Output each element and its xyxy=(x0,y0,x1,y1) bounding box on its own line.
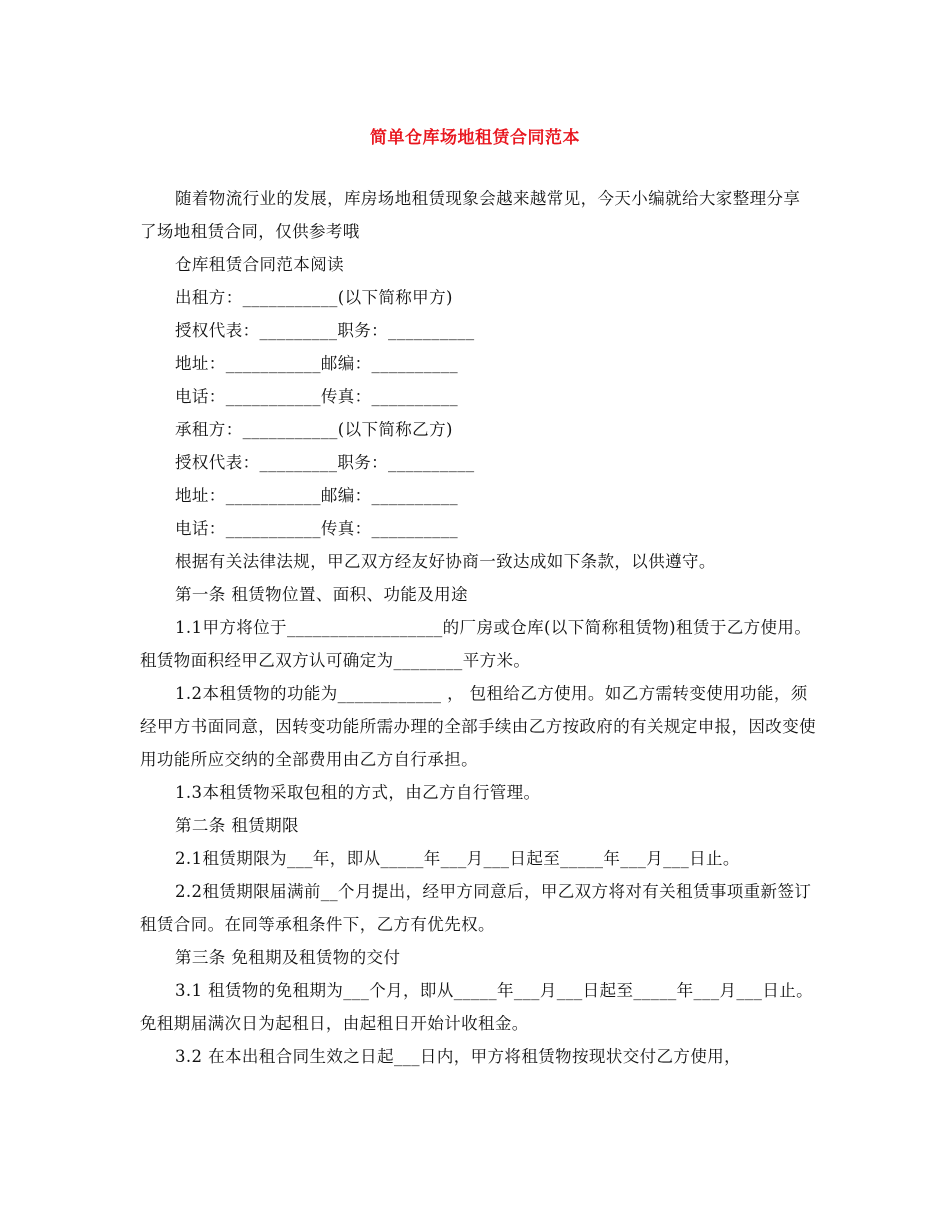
clause-paragraph: 2.1租赁期限为___年，即从_____年___月___日起至_____年___月___日止。 xyxy=(175,849,740,868)
intro-paragraph: 随着物流行业的发展，库房场地租赁现象会越来越常见，今天小编就给大家整理分享了场地租赁合同，仅供参考哦 xyxy=(140,189,801,241)
lessee-address-line: 地址：___________邮编：__________ xyxy=(175,486,459,505)
lessee-representative-line: 授权代表：_________职务：__________ xyxy=(175,453,475,472)
lessor-phone-line: 电话：___________传真：__________ xyxy=(175,387,459,406)
lessor-address-line: 地址：___________邮编：__________ xyxy=(175,354,459,373)
lessee-phone-line: 电话：___________传真：__________ xyxy=(175,519,459,538)
clause-paragraph: 3.2 在本出租合同生效之日起___日内，甲方将租赁物按现状交付乙方使用， xyxy=(175,1047,742,1066)
lessee-line: 承租方：___________(以下简称乙方) xyxy=(175,420,453,439)
lessor-representative-line: 授权代表：_________职务：__________ xyxy=(175,321,475,340)
document-title: 简单仓库场地租赁合同范本 xyxy=(370,128,580,148)
preamble-paragraph: 根据有关法律法规，甲乙双方经友好协商一致达成如下条款，以供遵守。 xyxy=(175,552,716,571)
section-heading: 仓库租赁合同范本阅读 xyxy=(175,255,344,274)
clause-paragraph: 1.3本租赁物采取包租的方式，由乙方自行管理。 xyxy=(175,783,541,802)
lessor-line: 出租方：___________(以下简称甲方) xyxy=(175,288,453,307)
document-body xyxy=(140,182,816,1073)
article-heading: 第一条 租赁物位置、面积、功能及用途 xyxy=(175,585,468,604)
article-heading: 第三条 免租期及租赁物的交付 xyxy=(175,948,401,967)
clause-paragraph: 2.2租赁期限届满前__个月提出，经甲方同意后，甲乙双方将对有关租赁事项重新签订租赁合同。在同等承租条件下，乙方有优先权。 xyxy=(140,882,812,934)
clause-paragraph: 1.2本租赁物的功能为____________ ， 包租给乙方使用。如乙方需转变使用功能，须经甲方书面同意，因转变功能所需办理的全部手续由乙方按政府的有关规定申报，因改变使用功能所应交纳的全部费用由乙方自行承担。 xyxy=(140,684,816,769)
article-heading: 第二条 租赁期限 xyxy=(175,816,299,835)
clause-paragraph: 1.1甲方将位于__________________的厂房或仓库(以下简称租赁物)租赁于乙方使用。租赁物面积经甲乙双方认可确定为________平方米。 xyxy=(140,618,812,670)
clause-paragraph: 3.1 租赁物的免租期为___个月，即从_____年___月___日起至_____年___月___日止。免租期届满次日为起租日，由起租日开始计收租金。 xyxy=(140,981,814,1033)
